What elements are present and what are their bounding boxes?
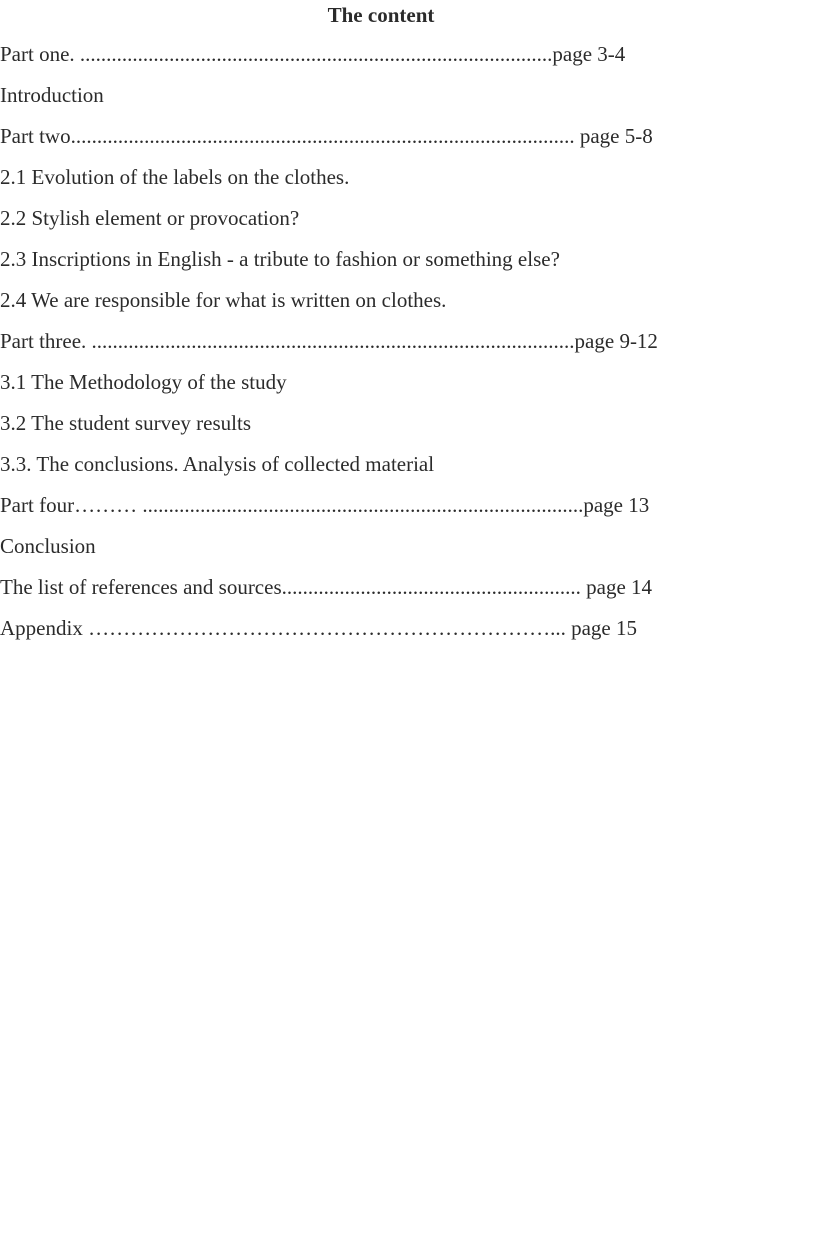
toc-entry-3-2: 3.2 The student survey results (0, 411, 251, 435)
toc-entry-appendix: Appendix …………………………………………………………... page 15 (0, 616, 637, 640)
toc-entry-references: The list of references and sources......................................................... page 14 (0, 575, 653, 599)
table-of-contents (0, 41, 658, 656)
page-title: The content (327, 3, 435, 27)
toc-entry-part-two: Part two................................................................................................ page 5-8 (0, 124, 653, 148)
toc-entry-2-4: 2.4 We are responsible for what is written on clothes. (0, 288, 447, 312)
toc-entry-3-3: 3.3. The conclusions. Analysis of collected material (0, 452, 435, 476)
toc-entry-2-1: 2.1 Evolution of the labels on the clothes. (0, 165, 350, 189)
toc-entry-part-three: Part three. ............................................................................................page 9-12 (0, 329, 658, 353)
toc-entry-3-1: 3.1 The Methodology of the study (0, 370, 287, 394)
toc-entry-part-four: Part four……… ....................................................................................page 13 (0, 493, 650, 517)
toc-entry-introduction: Introduction (0, 83, 104, 107)
toc-entry-2-2: 2.2 Stylish element or provocation? (0, 206, 300, 230)
toc-entry-part-one: Part one. ..........................................................................................page 3-4 (0, 42, 626, 66)
toc-entry-2-3: 2.3 Inscriptions in English - a tribute to fashion or something else? (0, 247, 560, 271)
toc-entry-conclusion: Conclusion (0, 534, 96, 558)
